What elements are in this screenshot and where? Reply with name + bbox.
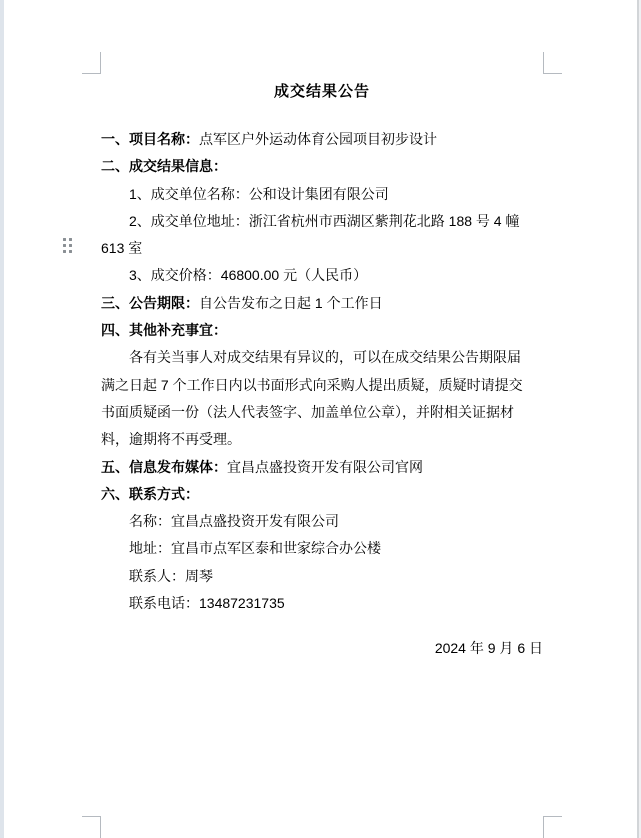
document-lines (101, 126, 543, 617)
text-run: 地址：宜昌市点军区泰和世家综合办公楼 (129, 540, 381, 557)
margin-mark-top-left (82, 52, 101, 74)
text-line (101, 454, 543, 481)
text-run: 宜昌点盛投资开发有限公司官网 (227, 458, 423, 475)
text-line (101, 290, 543, 317)
text-run: 2、成交单位地址：浙江省杭州市西湖区紫荆花北路 188 号 4 幢 (129, 212, 520, 229)
text-run: 联系人：周琴 (129, 567, 213, 584)
section-heading-label: 二、成交结果信息： (101, 158, 227, 175)
text-line (101, 481, 543, 508)
text-line (101, 535, 543, 562)
document-date: 2024 年 9 月 6 日 (434, 640, 543, 656)
drag-handle-icon[interactable] (63, 238, 72, 253)
section-heading-label: 五、信息发布媒体： (101, 458, 227, 475)
text-line (101, 590, 543, 617)
text-line (101, 317, 543, 344)
text-line (101, 399, 543, 426)
text-run: 书面质疑函一份（法人代表签字、加盖单位公章），并附相关证据材 (101, 403, 514, 420)
section-heading-label: 一、项目名称： (101, 131, 199, 147)
document-title: 成交结果公告 (273, 83, 370, 100)
text-line (101, 181, 543, 208)
text-line (101, 126, 543, 153)
margin-mark-top-right (543, 52, 562, 74)
text-run: 料，逾期将不再受理。 (101, 431, 241, 448)
text-line (101, 208, 543, 235)
margin-mark-bottom-left (82, 816, 101, 838)
text-line (101, 262, 543, 289)
text-run: 1、成交单位名称：公和设计集团有限公司 (129, 185, 389, 202)
text-run: 联系电话：13487231735 (129, 595, 285, 612)
text-run: 613 室 (101, 240, 143, 257)
margin-mark-bottom-right (543, 816, 562, 838)
section-heading-label: 六、联系方式： (101, 485, 199, 502)
section-heading-label: 三、公告期限： (101, 294, 199, 311)
text-line (101, 372, 543, 399)
text-run: 自公告发布之日起 1 个工作日 (199, 294, 383, 311)
text-run: 3、成交价格：46800.00 元（人民币） (129, 267, 368, 284)
text-line (101, 563, 543, 590)
text-line (101, 235, 543, 262)
text-line (101, 508, 543, 535)
text-run: 满之日起 7 个工作日内以书面形式向采购人提出质疑，质疑时请提交 (101, 376, 523, 393)
text-run: 各有关当事人对成交结果有异议的，可以在成交结果公告期限届 (129, 349, 521, 366)
text-line (101, 153, 543, 180)
text-run: 名称：宜昌点盛投资开发有限公司 (129, 513, 339, 530)
text-line (101, 426, 543, 453)
section-heading-label: 四、其他补充事宜： (101, 322, 227, 339)
text-run: 点军区户外运动体育公园项目初步设计 (199, 131, 437, 147)
text-line (101, 344, 543, 371)
canvas-left-edge (0, 0, 4, 838)
